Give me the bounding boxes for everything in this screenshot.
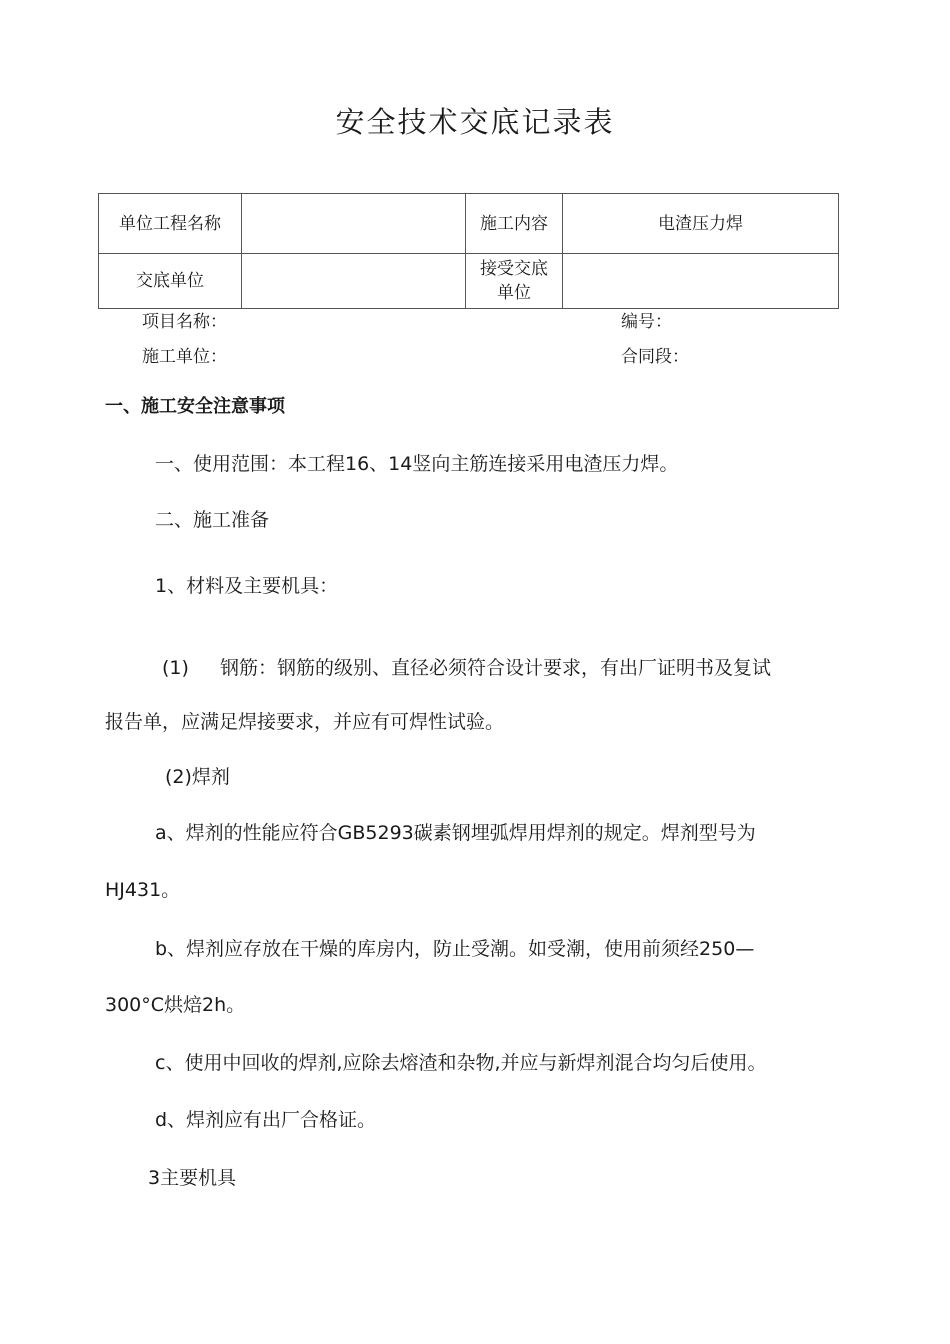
paragraph-rebar-line1: 钢筋：钢筋的级别、直径必须符合设计要求，有出厂证明书及复试	[220, 657, 772, 679]
table-row	[99, 254, 839, 309]
paragraph-preparation: 二、施工准备	[155, 509, 270, 531]
contract-section-label: 合同段：	[621, 347, 689, 367]
paragraph-main-tools: 3主要机具	[148, 1167, 237, 1189]
paragraph-flux-b-line2: 300°C烘焙2h。	[105, 994, 246, 1016]
unit-project-name-value	[242, 194, 466, 254]
paragraph-materials: 1、材料及主要机具：	[155, 575, 339, 597]
briefing-unit-label: 交底单位	[99, 254, 242, 309]
paragraph-rebar-number: (1)	[162, 657, 189, 679]
paragraph-rebar-line2: 报告单，应满足焊接要求，并应有可焊性试验。	[105, 711, 505, 733]
paragraph-flux: (2)焊剂	[165, 766, 230, 788]
receiving-unit-label	[466, 254, 563, 309]
paragraph-flux-a-line1: a、焊剂的性能应符合GB5293碳素钢埋弧焊用焊剂的规定。焊剂型号为	[155, 822, 756, 844]
paragraph-flux-c: c、使用中回收的焊剂,应除去熔渣和杂物,并应与新焊剂混合均匀后使用。	[155, 1052, 767, 1074]
paragraph-flux-d: d、焊剂应有出厂合格证。	[155, 1109, 377, 1131]
paragraph-flux-a-line2: HJ431。	[105, 879, 181, 901]
construction-unit-label: 施工单位：	[142, 347, 227, 367]
receiving-unit-label-line2: 单位	[497, 283, 531, 303]
paragraph-flux-b-line1: b、焊剂应存放在干燥的库房内，防止受潮。如受潮，使用前须经250—	[155, 938, 755, 960]
info-table	[98, 193, 839, 309]
construction-content-value: 电渣压力焊	[563, 194, 839, 254]
receiving-unit-label-line1: 接受交底	[480, 259, 548, 279]
receiving-unit-value	[563, 254, 839, 309]
number-label: 编号：	[621, 312, 672, 332]
section-heading: 一、施工安全注意事项	[105, 396, 285, 417]
construction-content-label: 施工内容	[466, 194, 563, 254]
table-row	[99, 194, 839, 254]
document-title: 安全技术交底记录表	[335, 105, 615, 139]
unit-project-name-label: 单位工程名称	[99, 194, 242, 254]
project-name-label: 项目名称：	[142, 312, 227, 332]
paragraph-scope: 一、使用范围：本工程16、14竖向主筋连接采用电渣压力焊。	[155, 453, 679, 475]
briefing-unit-value	[242, 254, 466, 309]
